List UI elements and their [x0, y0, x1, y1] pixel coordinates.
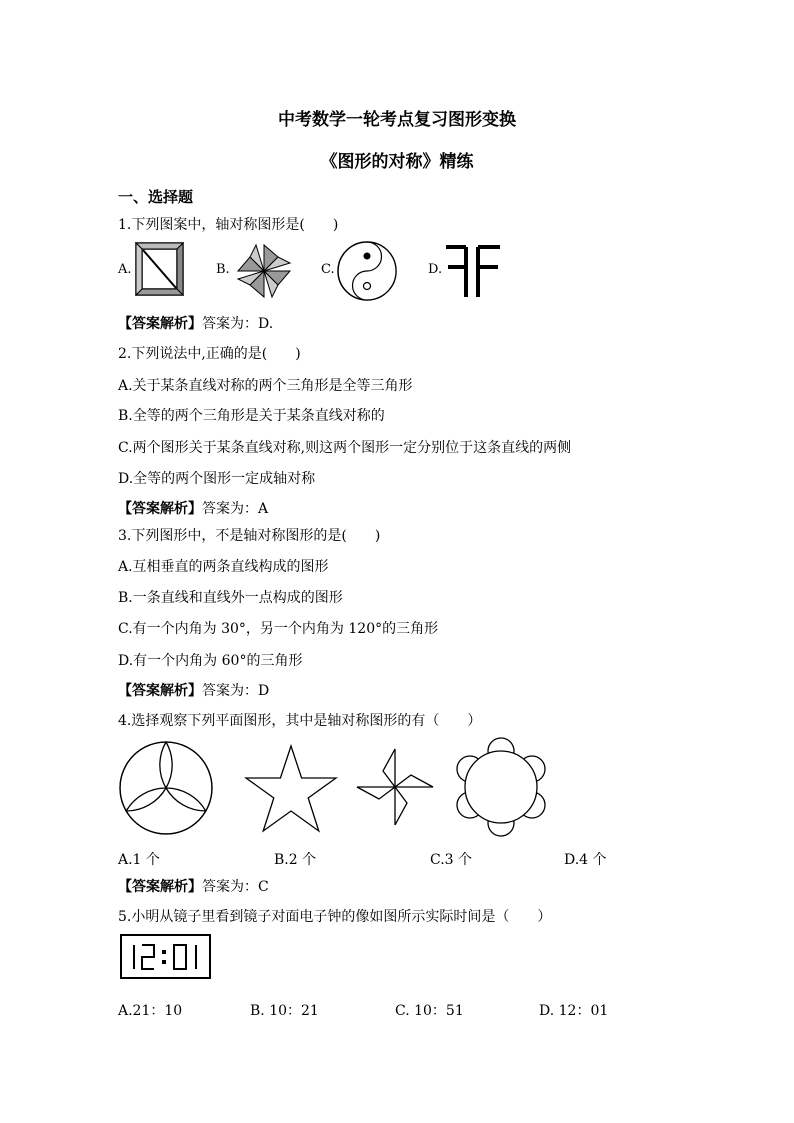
q2-option-b: B.全等的两个三角形是关于某条直线对称的 — [118, 408, 385, 424]
q4-answer — [118, 876, 269, 896]
question-3-stem: 3.下列图形中，不是轴对称图形的是( ) — [118, 528, 381, 544]
q4-figure-star — [244, 744, 338, 834]
q5-clock-digits — [130, 943, 204, 971]
q1-option-d-label: D. — [428, 262, 443, 277]
q1-answer — [118, 313, 273, 333]
q2-answer — [118, 498, 268, 518]
page-subtitle: 《图形的对称》精练 — [320, 152, 474, 172]
q5-option-c: C. 10：51 — [395, 1003, 464, 1019]
q4-figure-pinwheel — [354, 746, 436, 828]
question-2-stem: 2.下列说法中,正确的是( ) — [118, 346, 301, 362]
q3-option-a: A.互相垂直的两条直线构成的图形 — [118, 559, 329, 575]
q1-option-b-figure — [232, 243, 296, 299]
q5-option-d: D. 12：01 — [539, 1003, 609, 1019]
q1-option-b-label: B. — [216, 262, 230, 277]
q4-figure-flower — [452, 737, 550, 837]
q2-option-c: C.两个图形关于某条直线对称,则这两个图形一定分别位于这条直线的两侧 — [118, 440, 572, 456]
q3-answer-text: 答案为：D — [202, 683, 270, 699]
section-heading: 一、选择题 — [118, 188, 194, 206]
q4-option-d: D.4 个 — [564, 852, 607, 868]
q2-answer-text: 答案为：A — [202, 501, 269, 517]
q4-option-c: C.3 个 — [430, 852, 473, 868]
q5-mirror-clock — [120, 934, 211, 979]
q3-option-b: B.一条直线和直线外一点构成的图形 — [118, 590, 343, 606]
q5-option-b: B. 10：21 — [250, 1003, 319, 1019]
q3-option-c: C.有一个内角为 30°，另一个内角为 120°的三角形 — [118, 621, 439, 637]
q4-option-b: B.2 个 — [274, 852, 317, 868]
q1-option-a-figure — [134, 241, 186, 297]
q3-answer — [118, 680, 269, 700]
answer-tag: 【答案解析】 — [118, 879, 202, 895]
q4-answer-text: 答案为：C — [202, 879, 269, 895]
q4-figure-circle-trefoil — [118, 740, 214, 836]
q2-option-d: D.全等的两个图形一定成轴对称 — [118, 471, 316, 487]
q1-option-d-figure — [444, 243, 504, 299]
q4-option-a: A.1 个 — [118, 852, 160, 868]
q1-option-c-label: C. — [321, 262, 335, 277]
question-1-stem: 1.下列图案中，轴对称图形是( ) — [118, 217, 339, 233]
q3-option-d: D.有一个内角为 60°的三角形 — [118, 653, 303, 669]
q1-option-a-label: A. — [118, 262, 132, 277]
answer-tag: 【答案解析】 — [118, 316, 202, 332]
q1-option-c-figure — [336, 240, 398, 302]
question-5-stem: 5.小明从镜子里看到镜子对面电子钟的像如图所示实际时间是（ ） — [118, 909, 552, 925]
question-4-stem: 4.选择观察下列平面图形，其中是轴对称图形的有（ ） — [118, 713, 482, 729]
answer-tag: 【答案解析】 — [118, 501, 202, 517]
q5-option-a: A.21：10 — [118, 1003, 183, 1019]
page-title: 中考数学一轮考点复习图形变换 — [278, 110, 516, 130]
q2-option-a: A.关于某条直线对称的两个三角形是全等三角形 — [118, 378, 413, 394]
answer-tag: 【答案解析】 — [118, 683, 202, 699]
q1-answer-text: 答案为：D. — [202, 316, 274, 332]
